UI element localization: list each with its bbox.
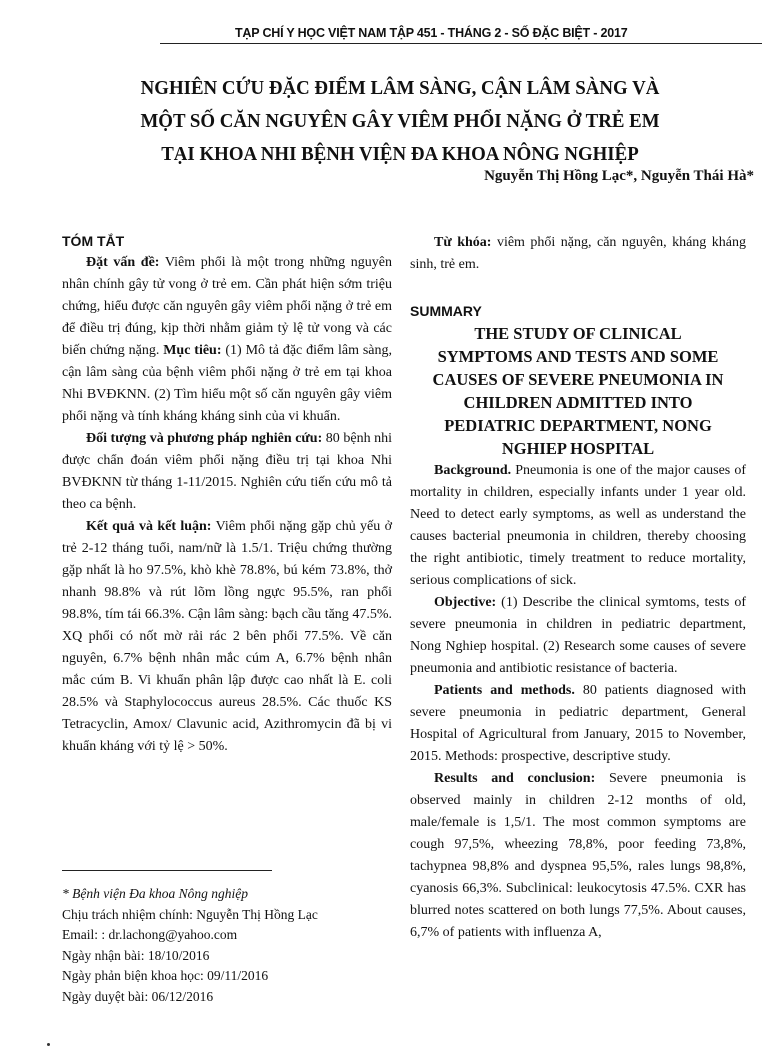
- footnote: [62, 884, 318, 1007]
- title-line: TẠI KHOA NHI BỆNH VIỆN ĐA KHOA NÔNG NGHIỆP: [161, 143, 639, 165]
- responsible-author: Chịu trách nhiệm chính: Nguyễn Thị Hồng Lạc: [62, 906, 318, 922]
- english-title-line: SYMPTOMS AND TESTS AND SOME: [437, 347, 719, 366]
- right-column: [410, 232, 746, 944]
- label: Đối tượng và phương pháp nghiên cứu:: [86, 431, 323, 446]
- vietnamese-abstract: [62, 230, 392, 758]
- label: Background.: [434, 463, 512, 478]
- summary-paragraph: [410, 680, 746, 768]
- text: Viêm phổi là một trong những nguyên nhân chính gây tử vong ở trẻ em. Cần phát hiện sớm triệu chứng, hiểu được căn nguyên gây viêm phổi nặng ở trẻ em để điều trị đúng, kịp thời nhằm giảm tỷ lệ tử vong và các biến chứng nặng.: [62, 255, 392, 358]
- english-title-line: CHILDREN ADMITTED INTO: [463, 393, 693, 412]
- authors: Nguyễn Thị Hồng Lạc*, Nguyễn Thái Hà*: [484, 168, 754, 184]
- text: 80 patients diagnosed with severe pneumonia in pediatric department, General Hospital of Agricultural from January, 2015 to November, 2015. Methods: prospective, descriptive study.: [410, 683, 746, 764]
- label: Từ khóa:: [434, 235, 492, 250]
- summary-paragraph: [410, 592, 746, 680]
- summary-paragraph: [410, 460, 746, 592]
- title-line: NGHIÊN CỨU ĐẶC ĐIỂM LÂM SÀNG, CẬN LÂM SÀNG VÀ: [140, 77, 660, 99]
- abstract-paragraph: [62, 428, 392, 516]
- text: Pneumonia is one of the major causes of mortality in children, especially infants under 1 year old. Need to detect early symptoms, as well as understand the causes bacterial pneumonia in children, thereby choosing the right antibiotic, timely treatment to reduce mortality, serious complications of sick.: [410, 463, 746, 588]
- english-title-line: NGHIEP HOSPITAL: [501, 439, 655, 458]
- running-header: [160, 26, 762, 44]
- email: Email: : dr.lachong@yahoo.com: [62, 927, 238, 942]
- label: Objective:: [434, 595, 497, 610]
- abstract-paragraph: [62, 516, 392, 758]
- text: (1) Describe the clinical symtoms, tests of severe pneumonia in children in pediatric department, Nong Nghiep hospital. (2) Research some causes of severe pneumonia and antibiotic resistance of bacteria.: [410, 595, 746, 676]
- english-title-line: PEDIATRIC DEPARTMENT, NONG: [444, 416, 712, 435]
- text: 80 bệnh nhi được chẩn đoán viêm phổi nặng điều trị tại khoa Nhi BVĐKNN từ tháng 1-11/2015. Nghiên cứu tiến cứu mô tả theo ca bệnh.: [62, 431, 392, 512]
- review-date: Ngày phản biện khoa học: 09/11/2016: [62, 968, 269, 983]
- title-line: MỘT SỐ CĂN NGUYÊN GÂY VIÊM PHỔI NẶNG Ở TRẺ EM: [140, 110, 660, 132]
- summary-paragraph: [410, 768, 746, 944]
- text: Severe pneumonia is observed mainly in children 2-12 months of old, male/female is 1,5/1. The most common symptoms are cough 97,5%, wheezing 78,8%, poor feeding 73,8%, tachypnea 98,8% and dyspnea 95,5%, rales lungs 98,8%, cyanosis 66,3%. Subclinical: leukocytosis 47.5%. CXR has blurred notes scattered on both lungs 77,5%. About causes, 6,7% of patients with influenza A,: [410, 771, 746, 940]
- label: Patients and methods.: [434, 683, 575, 698]
- english-title: [410, 322, 746, 460]
- article-title: [115, 72, 685, 171]
- journal-header-text: TẠP CHÍ Y HỌC VIỆT NAM TẬP 451 - THÁNG 2 - SỐ ĐẶC BIỆT - 2017: [235, 26, 628, 40]
- summary-heading: SUMMARY: [410, 303, 482, 319]
- affiliation: [62, 884, 318, 905]
- abstract-heading: TÓM TẮT: [62, 233, 125, 249]
- accepted-date: Ngày duyệt bài: 06/12/2016: [62, 988, 214, 1004]
- label: Kết quả và kết luận:: [86, 519, 212, 534]
- english-title-line: THE STUDY OF CLINICAL: [474, 324, 682, 343]
- text: (1) Mô tả đặc điểm lâm sàng, cận lâm sàng của bệnh viêm phổi nặng ở trẻ em tại khoa Nhi BVĐKNN. (2) Tìm hiểu một số căn nguyên gây viêm phổi nặng và tính kháng kháng sinh của vi khuẩn.: [62, 343, 393, 424]
- english-title-line: CAUSES OF SEVERE PNEUMONIA IN: [432, 370, 724, 389]
- footnote-divider: [62, 870, 272, 871]
- keywords: [410, 232, 746, 276]
- scan-speck: [47, 1043, 50, 1046]
- label: Đặt vấn đề:: [86, 255, 160, 270]
- label: Results and conclusion:: [434, 771, 596, 786]
- affiliation-text: * Bệnh viện Đa khoa Nông nghiệp: [62, 886, 248, 901]
- received-date: Ngày nhận bài: 18/10/2016: [62, 947, 210, 963]
- text: viêm phổi nặng, căn nguyên, kháng kháng sinh, trẻ em.: [410, 235, 746, 272]
- label: Mục tiêu:: [163, 343, 222, 358]
- abstract-paragraph: [62, 252, 392, 428]
- text: Viêm phổi nặng gặp chủ yếu ở trẻ 2-12 tháng tuổi, nam/nữ là 1.5/1. Triệu chứng thường gặp nhất là ho 97.5%, khò khè 78.8%, bú kém 73.8%, thở nhanh 98.8% và rút lõm lồng ngực 95.5%, ran phổi 98.8%, tím tái 66.3%. Cận lâm sàng: bạch cầu tăng 47.5%. XQ phổi có nốt mờ rải rác 2 bên phổi 77.5%. Về căn nguyên, 6.7% bệnh nhân mắc cúm A, 6.7% bệnh nhân mắc cúm B. Vi khuẩn phân lập được cao nhất là E. coli 28.5% và Staphylococcus aureus 28.5%. Các thuốc KS Tetracyclin, Amox/ Clavunic acid, Azithromycin đã bị vi khuẩn kháng với tỷ lệ > 50%.: [62, 519, 392, 754]
